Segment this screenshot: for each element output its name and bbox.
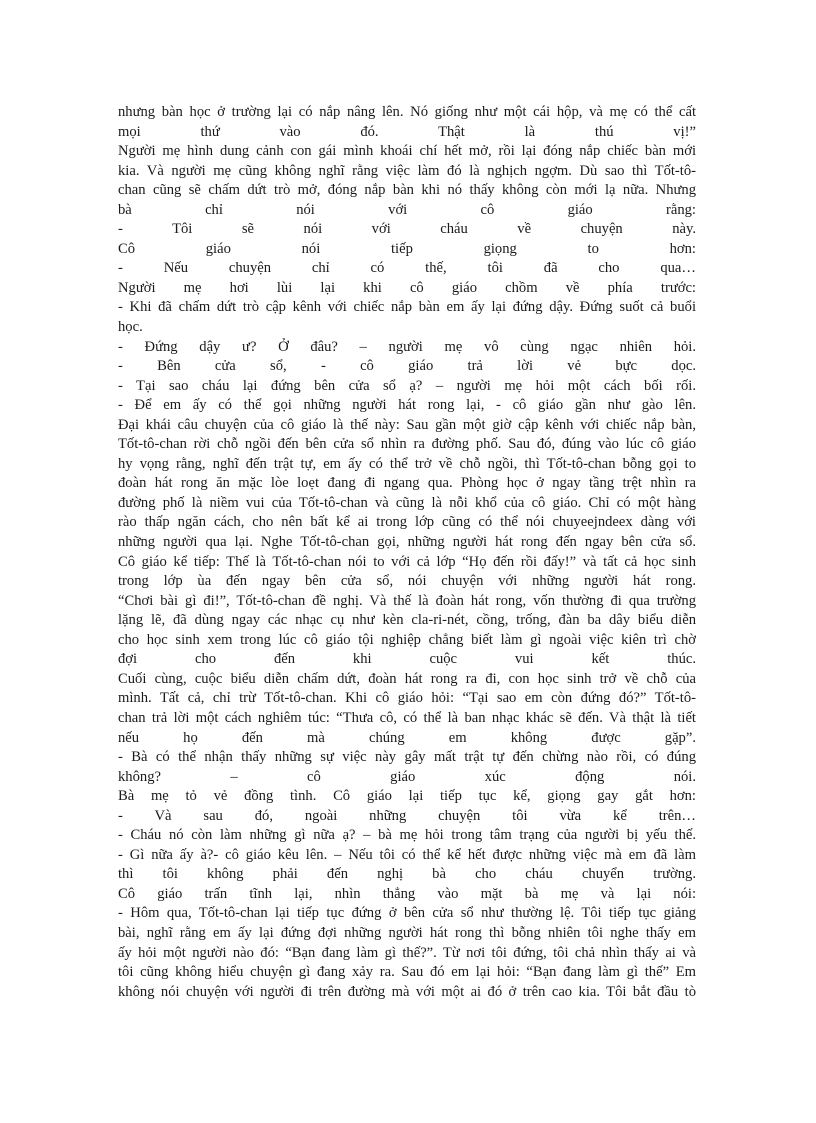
text-line: Cô giáo kể tiếp: Thế là Tốt-tô-chan nói to với cả lớp “Họ đến rồi đấy!” và tất cả học sinh — [118, 553, 696, 570]
text-line: chan cũng sẽ chấm dứt trò mở, đóng nắp bàn khi nó thấy không còn mới lạ nữa. Nhưng — [118, 182, 696, 199]
text-line: - Cháu nó còn làm những gì nữa ạ? – bà mẹ hỏi trong tâm trạng của người bị yếu thế. — [118, 827, 696, 844]
text-line: rào thấp ngăn cách, cho nên bất kể ai trong lớp cũng có thể nói chuyeejndeex dàng với — [118, 514, 696, 531]
text-line: nhưng bàn học ở trường lại có nắp nâng lên. Nó giống như một cái hộp, và mẹ có thể cất — [118, 104, 696, 120]
text-line: đường phố là niềm vui của Tốt-tô-chan và cũng là nỗi khổ của cô giáo. Chỉ có một hàng — [118, 494, 696, 511]
text-line: không nói chuyện với người đi trên đường mà với một ai đó ở trên cao kia. Tôi bắt đầu tò — [118, 983, 696, 1000]
text-line: nếu họ đến mà chúng em không được gặp”. — [118, 729, 696, 746]
text-line: Người mẹ hơi lùi lại khi cô giáo chồm về phía trước: — [118, 279, 696, 296]
text-line: học. — [118, 319, 143, 336]
body-text — [118, 103, 696, 1002]
text-line: - Bà có thể nhận thấy những sự việc này gây mất trật tự đến chừng nào rồi, có đúng — [118, 749, 696, 766]
text-line: ấy hỏi một người nào đó: “Bạn đang làm gì thế?”. Từ nơi tôi đứng, tôi chả nhìn thấy ai và — [118, 944, 696, 961]
text-line: thì tôi không phải đến nghị bà cho cháu chuyển trường. — [118, 866, 696, 883]
text-line: không? – cô giáo xúc động nói. — [118, 768, 696, 785]
text-line: Cô giáo nói tiếp giọng to hơn: — [118, 240, 696, 257]
text-line: Cô giáo trấn tĩnh lại, nhìn thẳng vào mặt bà mẹ và lại nói: — [118, 885, 696, 902]
text-line: Bà mẹ tỏ vẻ đồng tình. Cô giáo lại tiếp tục kể, giọng gay gắt hơn: — [118, 788, 696, 805]
text-line: Người mẹ hình dung cảnh con gái mình khoái chí hết mở, rồi lại đóng nắp chiếc bàn mới — [118, 143, 696, 160]
text-line: lặng lẽ, đã dùng ngay các nhạc cụ như kèn cla-ri-nét, cồng, trống, đàn ba dây biểu diễn — [118, 612, 696, 629]
text-line: Cuối cùng, cuộc biểu diễn chấm dứt, đoàn hát rong ra đi, con học sinh trở về chỗ của — [118, 670, 696, 687]
text-line: - Tại sao cháu lại đứng bên cửa sổ ạ? – người mẹ hỏi một cách bối rối. — [118, 377, 696, 394]
text-line: tôi cũng không hiểu chuyện gì đang xảy ra. Sau đó em lại hỏi: “Bạn đang làm gì thế” Em — [118, 964, 696, 981]
text-line: những người qua lại. Nghe Tốt-tô-chan gọi, những người hát rong đến ngay bên cửa sổ. — [118, 534, 696, 551]
text-line: mình. Tất cả, chỉ trừ Tốt-tô-chan. Khi cô giáo hỏi: “Tại sao em còn đứng đó?” Tốt-tô- — [118, 690, 696, 707]
text-line: - Bên cửa sổ, - cô giáo trả lời vẻ bực dọc. — [118, 358, 696, 375]
text-line: - Hôm qua, Tốt-tô-chan lại tiếp tục đứng ở bên cửa sổ như thường lệ. Tôi tiếp tục giảng — [118, 905, 696, 922]
text-line: - Nếu chuyện chỉ có thế, tôi đã cho qua… — [118, 260, 696, 277]
text-line: chan trả lời một cách nghiêm túc: “Thưa cô, có thể là ban nhạc khác sẽ đến. Và thật là tiết — [118, 709, 696, 726]
text-line: mọi thứ vào đó. Thật là thú vị!” — [118, 123, 696, 140]
text-line: hy vọng rằng, nghĩ đến trật tự, em ấy có thể trở về chỗ ngồi, thì Tốt-tô-chan bỗng gọi to — [118, 455, 696, 472]
text-line: bà chỉ nói với cô giáo rằng: — [118, 201, 696, 218]
text-line: đoàn hát rong ăn mặc lòe loẹt đang đi ngang qua. Phòng học ở ngay tầng trệt nhìn ra — [118, 475, 696, 492]
text-line: bài, nghĩ rằng em ấy lại đứng đợi những người hát rong thì bỗng nhiên tôi nghe thấy em — [118, 924, 696, 941]
text-line: - Để em ấy có thể gọi những người hát rong lại, - cô giáo gần như gào lên. — [118, 397, 696, 414]
text-line: trong lớp ùa đến ngay bên cửa sổ, nói chuyện với những người hát rong. — [118, 573, 696, 590]
text-line: - Tôi sẽ nói với cháu về chuyện này. — [118, 221, 696, 238]
text-line: cho học sinh xem trong lúc cô giáo tội nghiệp chẳng biết làm gì ngoài việc kiên trì chờ — [118, 631, 696, 648]
text-line: “Chơi bài gì đi!”, Tốt-tô-chan đề nghị. Và thế là đoàn hát rong, vốn thường đi qua trường — [118, 592, 696, 609]
text-line: đợi cho đến khi cuộc vui kết thúc. — [118, 651, 696, 668]
text-line: - Khi đã chấm dứt trò cập kênh với chiếc nắp bàn em ấy lại đứng dậy. Đứng suốt cả buổi — [118, 299, 696, 316]
text-line: - Gì nữa ấy à?- cô giáo kêu lên. – Nếu tôi có thể kể hết được những việc mà em đã làm — [118, 846, 696, 863]
text-line: Tốt-tô-chan rời chỗ ngồi đến bên cửa sổ nhìn ra đường phố. Sau đó, đúng vào lúc cô giáo — [118, 436, 696, 453]
text-line: - Đứng dậy ư? Ở đâu? – người mẹ vô cùng ngạc nhiên hỏi. — [118, 338, 696, 355]
text-line: kia. Và người mẹ cũng không nghĩ rằng việc làm đó là nghịch ngợm. Dù sao thì Tốt-tô- — [118, 162, 696, 179]
text-line: Đại khái câu chuyện của cô giáo là thế này: Sau gần một giờ cập kênh với chiếc nắp bàn, — [118, 416, 696, 433]
text-line: - Và sau đó, ngoài những chuyện tôi vừa kể trên… — [118, 807, 696, 824]
